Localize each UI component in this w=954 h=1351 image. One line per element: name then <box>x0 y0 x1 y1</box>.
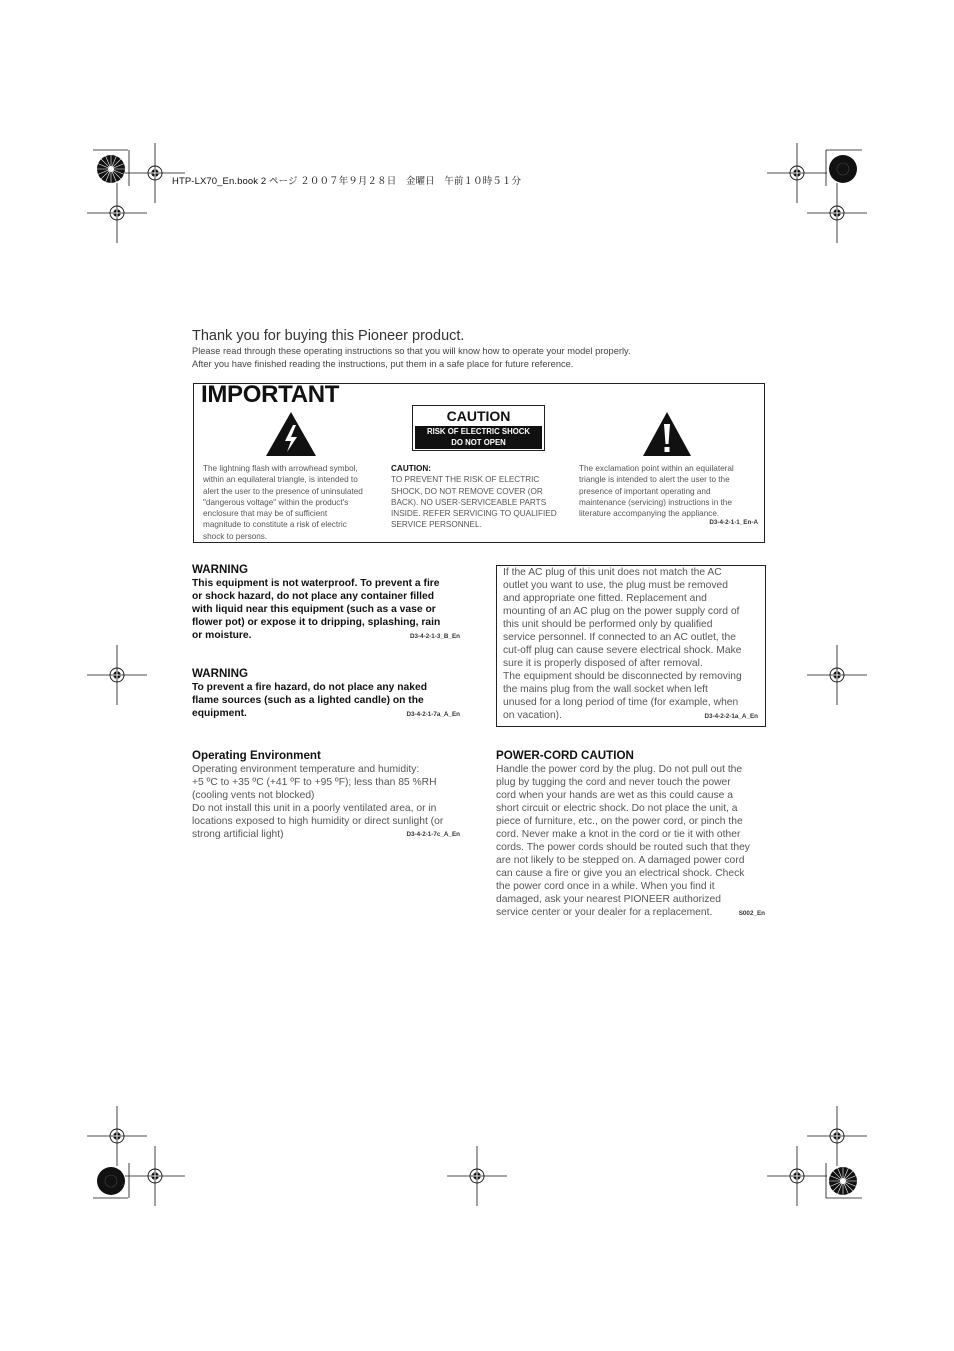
exclamation-triangle-icon <box>642 411 692 457</box>
operating-environment-text <box>192 763 464 841</box>
intro-title: Thank you for buying this Pioneer product. <box>192 328 465 344</box>
text-line: service personnel. If connected to an AC outlet, the <box>503 632 736 643</box>
text-line: or moisture. <box>192 630 252 641</box>
important-code: D3-4-2-1-1_En-A <box>709 519 758 526</box>
text-line: sure it is properly disposed of after removal. <box>503 658 703 669</box>
caution-title: CAUTION <box>446 408 511 424</box>
text-line: alert the user to the presence of uninsulated <box>203 486 363 496</box>
ac-plug-code: D3-4-2-2-1a_A_En <box>704 713 758 720</box>
text-line: mounting of an AC plug on the power supply cord of <box>503 606 740 617</box>
text-line: Do not install this unit in a poorly ventilated area, or in <box>192 803 437 814</box>
caution-label-box <box>412 405 545 451</box>
warning-code: D3-4-2-1-3_B_En <box>409 633 460 640</box>
exclamation-description <box>579 463 761 519</box>
text-line: INSIDE. REFER SERVICING TO QUALIFIED <box>391 509 557 519</box>
caution-band-line: RISK OF ELECTRIC SHOCK <box>426 427 531 436</box>
text-line: this unit should be performed only by qualified <box>503 619 713 630</box>
power-cord-heading: POWER-CORD CAUTION <box>496 749 634 762</box>
intro-text <box>192 345 631 370</box>
intro-line: After you have finished reading the instructions, put them in a safe place for future reference. <box>192 358 574 369</box>
file-header-line: HTP-LX70_En.book 2 ページ ２００７年９月２８日 金曜日 午前１０時５１分 <box>172 176 522 187</box>
lightning-triangle-icon <box>265 411 317 457</box>
caution-description <box>391 463 571 531</box>
text-line: on vacation). <box>503 710 562 721</box>
text-line: The lightning flash with arrowhead symbol, <box>203 464 358 473</box>
text-line: or shock hazard, do not place any container filled <box>192 591 435 602</box>
warning-heading: WARNING <box>192 667 249 680</box>
text-line: piece of furniture, etc., on the power cord, or pinch the <box>496 816 743 827</box>
text-line: The equipment should be disconnected by removing <box>503 671 742 682</box>
operating-code: D3-4-2-1-7c_A_En <box>406 831 460 838</box>
text-line: triangle is intended to alert the user to the <box>579 475 730 485</box>
text-line: cut-off plug can cause severe electrical shock. Make <box>503 645 742 656</box>
text-line: the power cord once in a while. When you find it <box>496 881 715 892</box>
text-line: SHOCK, DO NOT REMOVE COVER (OR <box>391 486 543 496</box>
text-line: TO PREVENT THE RISK OF ELECTRIC <box>391 475 540 485</box>
warning-heading: WARNING <box>192 563 249 576</box>
text-line: SERVICE PERSONNEL. <box>391 520 482 530</box>
text-line: short circuit or electric shock. Do not place the unit, a <box>496 803 738 814</box>
text-line: This equipment is not waterproof. To prevent a fire <box>192 578 440 589</box>
text-line: equipment. <box>192 708 247 719</box>
text-line: are not likely to be stepped on. A damaged power cord <box>496 855 745 866</box>
text-line: BACK). NO USER-SERVICEABLE PARTS <box>391 497 547 507</box>
caution-band-line: DO NOT OPEN <box>451 437 506 447</box>
important-title: IMPORTANT <box>201 381 340 408</box>
text-line: strong artificial light) <box>192 829 284 840</box>
text-line: and appropriate one fitted. Replacement and <box>503 593 707 604</box>
text-line: plug by tugging the cord and never touch the power <box>496 777 731 788</box>
caution-band <box>415 426 542 449</box>
text-line: enclosure that may be of sufficient <box>203 509 328 519</box>
text-line: cord when your hands are wet as this could cause a <box>496 790 733 801</box>
text-line: To prevent a fire hazard, do not place any naked <box>192 682 427 693</box>
text-line: damaged, ask your nearest PIONEER authorized <box>496 894 721 905</box>
text-line: literature accompanying the appliance. <box>579 509 720 519</box>
text-line: Operating environment temperature and humidity: <box>192 764 420 775</box>
text-line: The exclamation point within an equilateral <box>579 464 734 473</box>
text-line: cord. Never make a knot in the cord or tie it with other <box>496 829 741 840</box>
text-line: flower pot) or expose it to dripping, splashing, rain <box>192 617 441 628</box>
text-line: (cooling vents not blocked) <box>192 790 315 801</box>
text-line: +5 ºC to +35 ºC (+41 ºF to +95 ºF); less than 85 %RH <box>192 777 437 788</box>
operating-environment-heading: Operating Environment <box>192 749 321 762</box>
text-line: with liquid near this equipment (such as a vase or <box>192 604 436 615</box>
text-line: flame sources (such as a lighted candle) on the <box>192 695 424 706</box>
warning-code: D3-4-2-1-7a_A_En <box>406 711 460 718</box>
text-line: unused for a long period of time (for example, when <box>503 697 739 708</box>
text-line: If the AC plug of this unit does not match the AC <box>503 567 722 578</box>
text-line: magnitude to constitute a risk of electric <box>203 520 347 530</box>
text-line: locations exposed to high humidity or direct sunlight (or <box>192 816 444 827</box>
lightning-description <box>203 463 388 542</box>
text-line: cords. The power cords should be routed such that they <box>496 842 750 853</box>
power-cord-text <box>496 763 768 919</box>
text-line: maintenance (servicing) instructions in the <box>579 497 732 507</box>
text-line: presence of important operating and <box>579 486 711 496</box>
text-line: service center or your dealer for a replacement. <box>496 907 713 918</box>
text-line: shock to persons. <box>203 531 268 541</box>
text-line: outlet you want to use, the plug must be removed <box>503 580 728 591</box>
text-line: "dangerous voltage" within the product's <box>203 497 349 507</box>
text-line: Handle the power cord by the plug. Do not pull out the <box>496 764 743 775</box>
intro-line: Please read through these operating instructions so that you will know how to operate your model properly. <box>192 346 631 356</box>
text-line: can cause a fire or give you an electrical shock. Check <box>496 868 745 879</box>
text-line: within an equilateral triangle, is intended to <box>203 475 358 485</box>
ac-plug-text <box>503 566 765 722</box>
text-line: the mains plug from the wall socket when left <box>503 684 708 695</box>
caution-description-label: CAUTION: <box>391 464 432 473</box>
power-cord-code: S002_En <box>738 910 765 917</box>
